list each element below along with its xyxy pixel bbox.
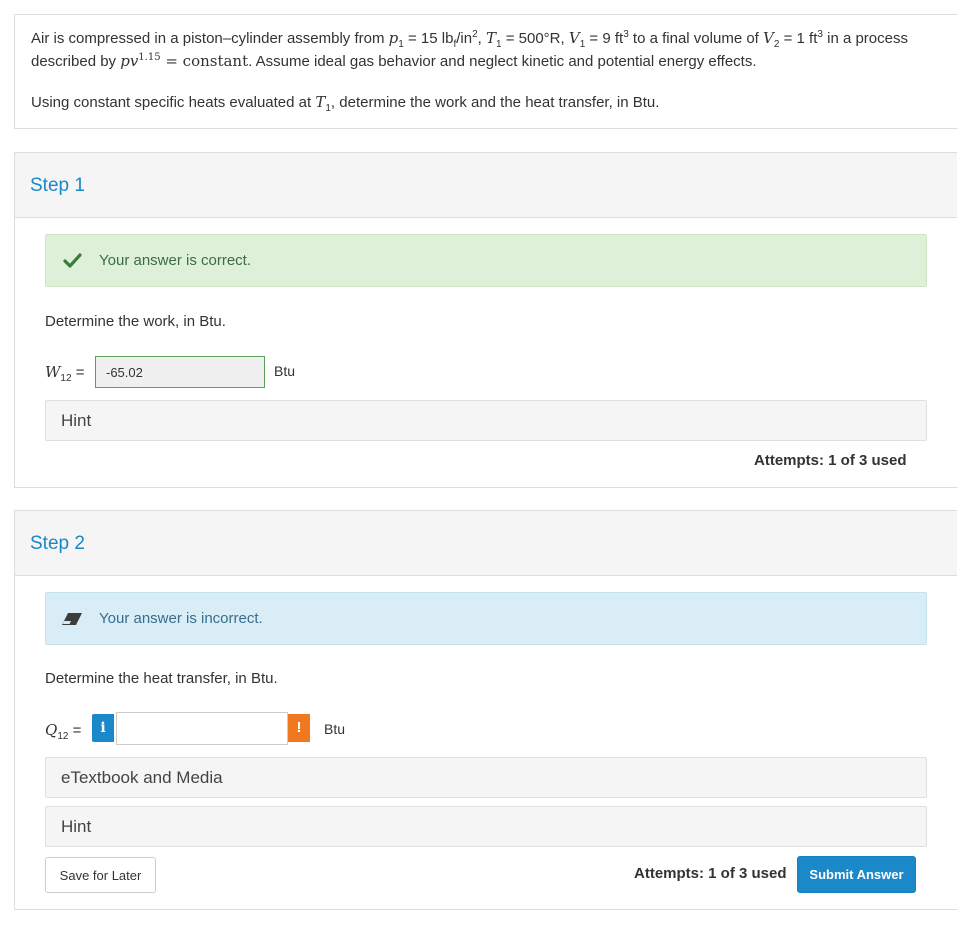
step2-hint-bar[interactable] [45,806,927,847]
q12-answer-field[interactable] [116,712,288,745]
correct-alert [45,234,927,287]
problem-statement [14,14,957,129]
step2-header [15,511,957,576]
q12-unit: Btu [324,721,346,737]
step1-hint-label: Hint [61,411,92,430]
save-for-later-button[interactable]: Save for Later [45,857,156,893]
step2-hint-label: Hint [61,817,92,836]
problem-question: Using constant specific heats evaluated at $T_1$, determine the work and the heat transfer, in Btu. [31,93,660,114]
etextbook-label: eTextbook and Media [61,768,223,787]
incorrect-alert-text: Your answer is incorrect. [99,610,263,627]
q12-label: $Q_{12}$ = [45,721,82,742]
check-icon [63,253,82,268]
step2-panel [14,510,957,910]
etextbook-bar[interactable] [45,757,927,798]
eraser-icon [61,611,83,627]
w12-unit: Btu [274,363,296,379]
incorrect-alert [45,592,927,645]
step2-title: Step 2 [30,533,85,554]
warning-icon[interactable]: ! [288,714,310,742]
submit-answer-button[interactable]: Submit Answer [797,856,916,893]
step1-attempts: Attempts: 1 of 3 used [754,452,907,469]
step1-hint-bar[interactable] [45,400,927,441]
w12-label: $W_{12}$ = [45,363,85,384]
info-icon[interactable]: i [92,714,114,742]
correct-alert-text: Your answer is correct. [99,252,252,269]
step1-panel [14,152,957,488]
step1-prompt: Determine the work, in Btu. [45,313,226,330]
step2-prompt: Determine the heat transfer, in Btu. [45,670,278,687]
w12-answer-field[interactable]: -65.02 [95,356,265,388]
step1-title: Step 1 [30,175,85,196]
step2-attempts: Attempts: 1 of 3 used [634,865,787,882]
problem-text: Air is compressed in a piston–cylinder assembly from $p_1 = 15$ $lb_f/in^2$, $T_1 = 500^\circ R$, $V_1 = 9$ $ft^3$ to a final volume of $V_2 = 1$ $ft^3$ in a process described by $pv^{1.15}$ = constant. Assume ideal gas behavior and neglect kinetic and potential energy effects. [31,29,908,70]
step1-header [15,153,957,218]
